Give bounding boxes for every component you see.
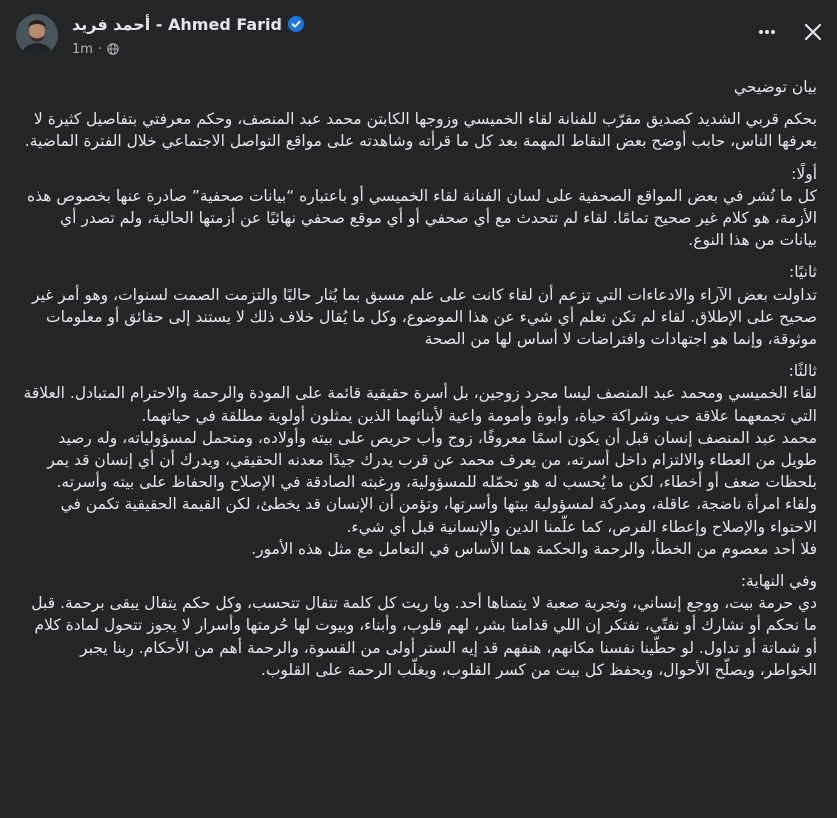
- close-button[interactable]: [795, 14, 831, 50]
- third-paragraph-4: فلا أحد معصوم من الخطأ، والرحمة والحكمة هما الأساس في التعامل مع مثل هذه الأمور.: [251, 539, 817, 558]
- first-heading: أولًا:: [791, 164, 817, 183]
- meta-separator: ·: [97, 41, 103, 57]
- second-heading: ثانيًا:: [789, 263, 817, 282]
- close-icon: [803, 22, 823, 42]
- third-heading: ثالثًا:: [788, 362, 817, 381]
- second-paragraph: تداولت بعض الآراء والادعاءات التي تزعم أن لقاء كانت على علم مسبق بما يُثار حاليًا والتزمت الصمت لسنوات، وهو أمر غير صحيح على الإطلاق. لقاء لم تكن تعلم أي شيء عن هذا الموضوع، وكل ما يُقال خلاف ذلك لا يستند إلى حقائق أو معلومات موثوقة، وإنما هو اجتهادات وافتراضات لا أساس لها من الصحة: [32, 285, 817, 349]
- verified-badge-icon: [288, 16, 304, 32]
- more-options-button[interactable]: [749, 14, 785, 50]
- third-paragraph-2: محمد عبد المنصف إنسان قبل أن يكون اسمًا معروفًا، زوج وأب حريص على بيته وأولاده، ومتحمل لمسؤولياته، وله رصيد طويل من العطاء والالتزام داخل أسرته، من يعرف محمد عن قرب يدرك جيدًا معدنه الحقيقي، ويدرك أن أي إنسان قد يمر بلحظات ضعف أو أخطاء، لكن ما يُحسب له هو تحمّله للمسؤولية، ورغبته الصادقة في الإصلاح والحفاظ على بيته وأسرته.: [47, 428, 817, 492]
- avatar-image: [16, 14, 58, 56]
- post-meta: [72, 40, 119, 58]
- author-line: [72, 12, 304, 36]
- intro-paragraph: بحكم قربي الشديد كصديق مقرّب للفنانة لقاء الخميسي وزوجها الكابتن محمد عبد المنصف، وحكم معرفتي بتفاصيل كثيرة لا يعرفها الناس، حابب أوضح بعض النقاط المهمة بعد كل ما قرأته وشاهدته على مواقع التواصل الاجتماعي خلال الفترة الماضية.: [24, 110, 817, 151]
- final-paragraph: دي حرمة بيت، ووجع إنساني، وتجربة صعبة لا يتمناها أحد. ويا ريت كل كلمة تتقال تتحسب، وكل حكم يتقال يبقى برحمة. قبل ما نحكم أو نشارك أو نفتّي، نفتكر إن اللي قدامنا بشر، لهم قلوب، وأبناء، وبيوت لها حُرمتها وأسرار لا يجوز تتحول لمادة كلام أو شماتة أو تداول. لو حطّينا نفسنا مكانهم، هنفهم قد إيه الستر أولى من القسوة، والرحمة أهم من الأحكام. ربنا يجبر الخواطر، ويصلّح الأحوال، ويحفظ كل بيت من كسر القلوب، ويغلّب الرحمة على القلوب.: [31, 594, 817, 679]
- more-horizontal-icon: [757, 22, 777, 42]
- third-paragraph-3: ولقاء امرأة ناضجة، عاقلة، ومدركة لمسؤولية بيتها وأسرتها، وتؤمن أن الإنسان قد يخطئ، لكن القيمة الحقيقية تكمن في الاحتواء والإصلاح وإعطاء الفرص، كما علّمنا الدين والإنسانية قبل أي شيء.: [60, 495, 817, 536]
- first-paragraph: كل ما نُشر في بعض المواقع الصحفية على لسان الفنانة لقاء الخميسي أو باعتباره “بيانات صحفية” صادرة عنها بخصوص هذه الأزمة، هو كلام غير صحيح تمامًا. لقاء لم تتحدث مع أي صحفي أو أي موقع صحفي نهائيًا عن أزمتها الحالية، ولم تصدر أي بيانات من هذا النوع.: [27, 186, 817, 250]
- final-heading: وفي النهاية:: [740, 572, 817, 591]
- third-paragraph-1: لقاء الخميسي ومحمد عبد المنصف ليسا مجرد زوجين، بل أسرة حقيقية قائمة على المودة والرحمة والاحترام المتبادل. العلاقة التي تجمعهما علاقة حب وشراكة حياة، وأبوة وأمومة واعية لأبنائهما الذين يمثلون أولوية مطلقة في حياتهما.: [23, 384, 817, 425]
- post-title: بيان توضيحي: [733, 78, 817, 96]
- post-body: [20, 70, 817, 818]
- author-name[interactable]: أحمد فريد - Ahmed Farid: [72, 14, 282, 34]
- globe-icon: [107, 43, 119, 55]
- post-timestamp[interactable]: 1m: [72, 41, 93, 57]
- author-avatar[interactable]: [16, 14, 58, 56]
- post-header: [0, 0, 837, 70]
